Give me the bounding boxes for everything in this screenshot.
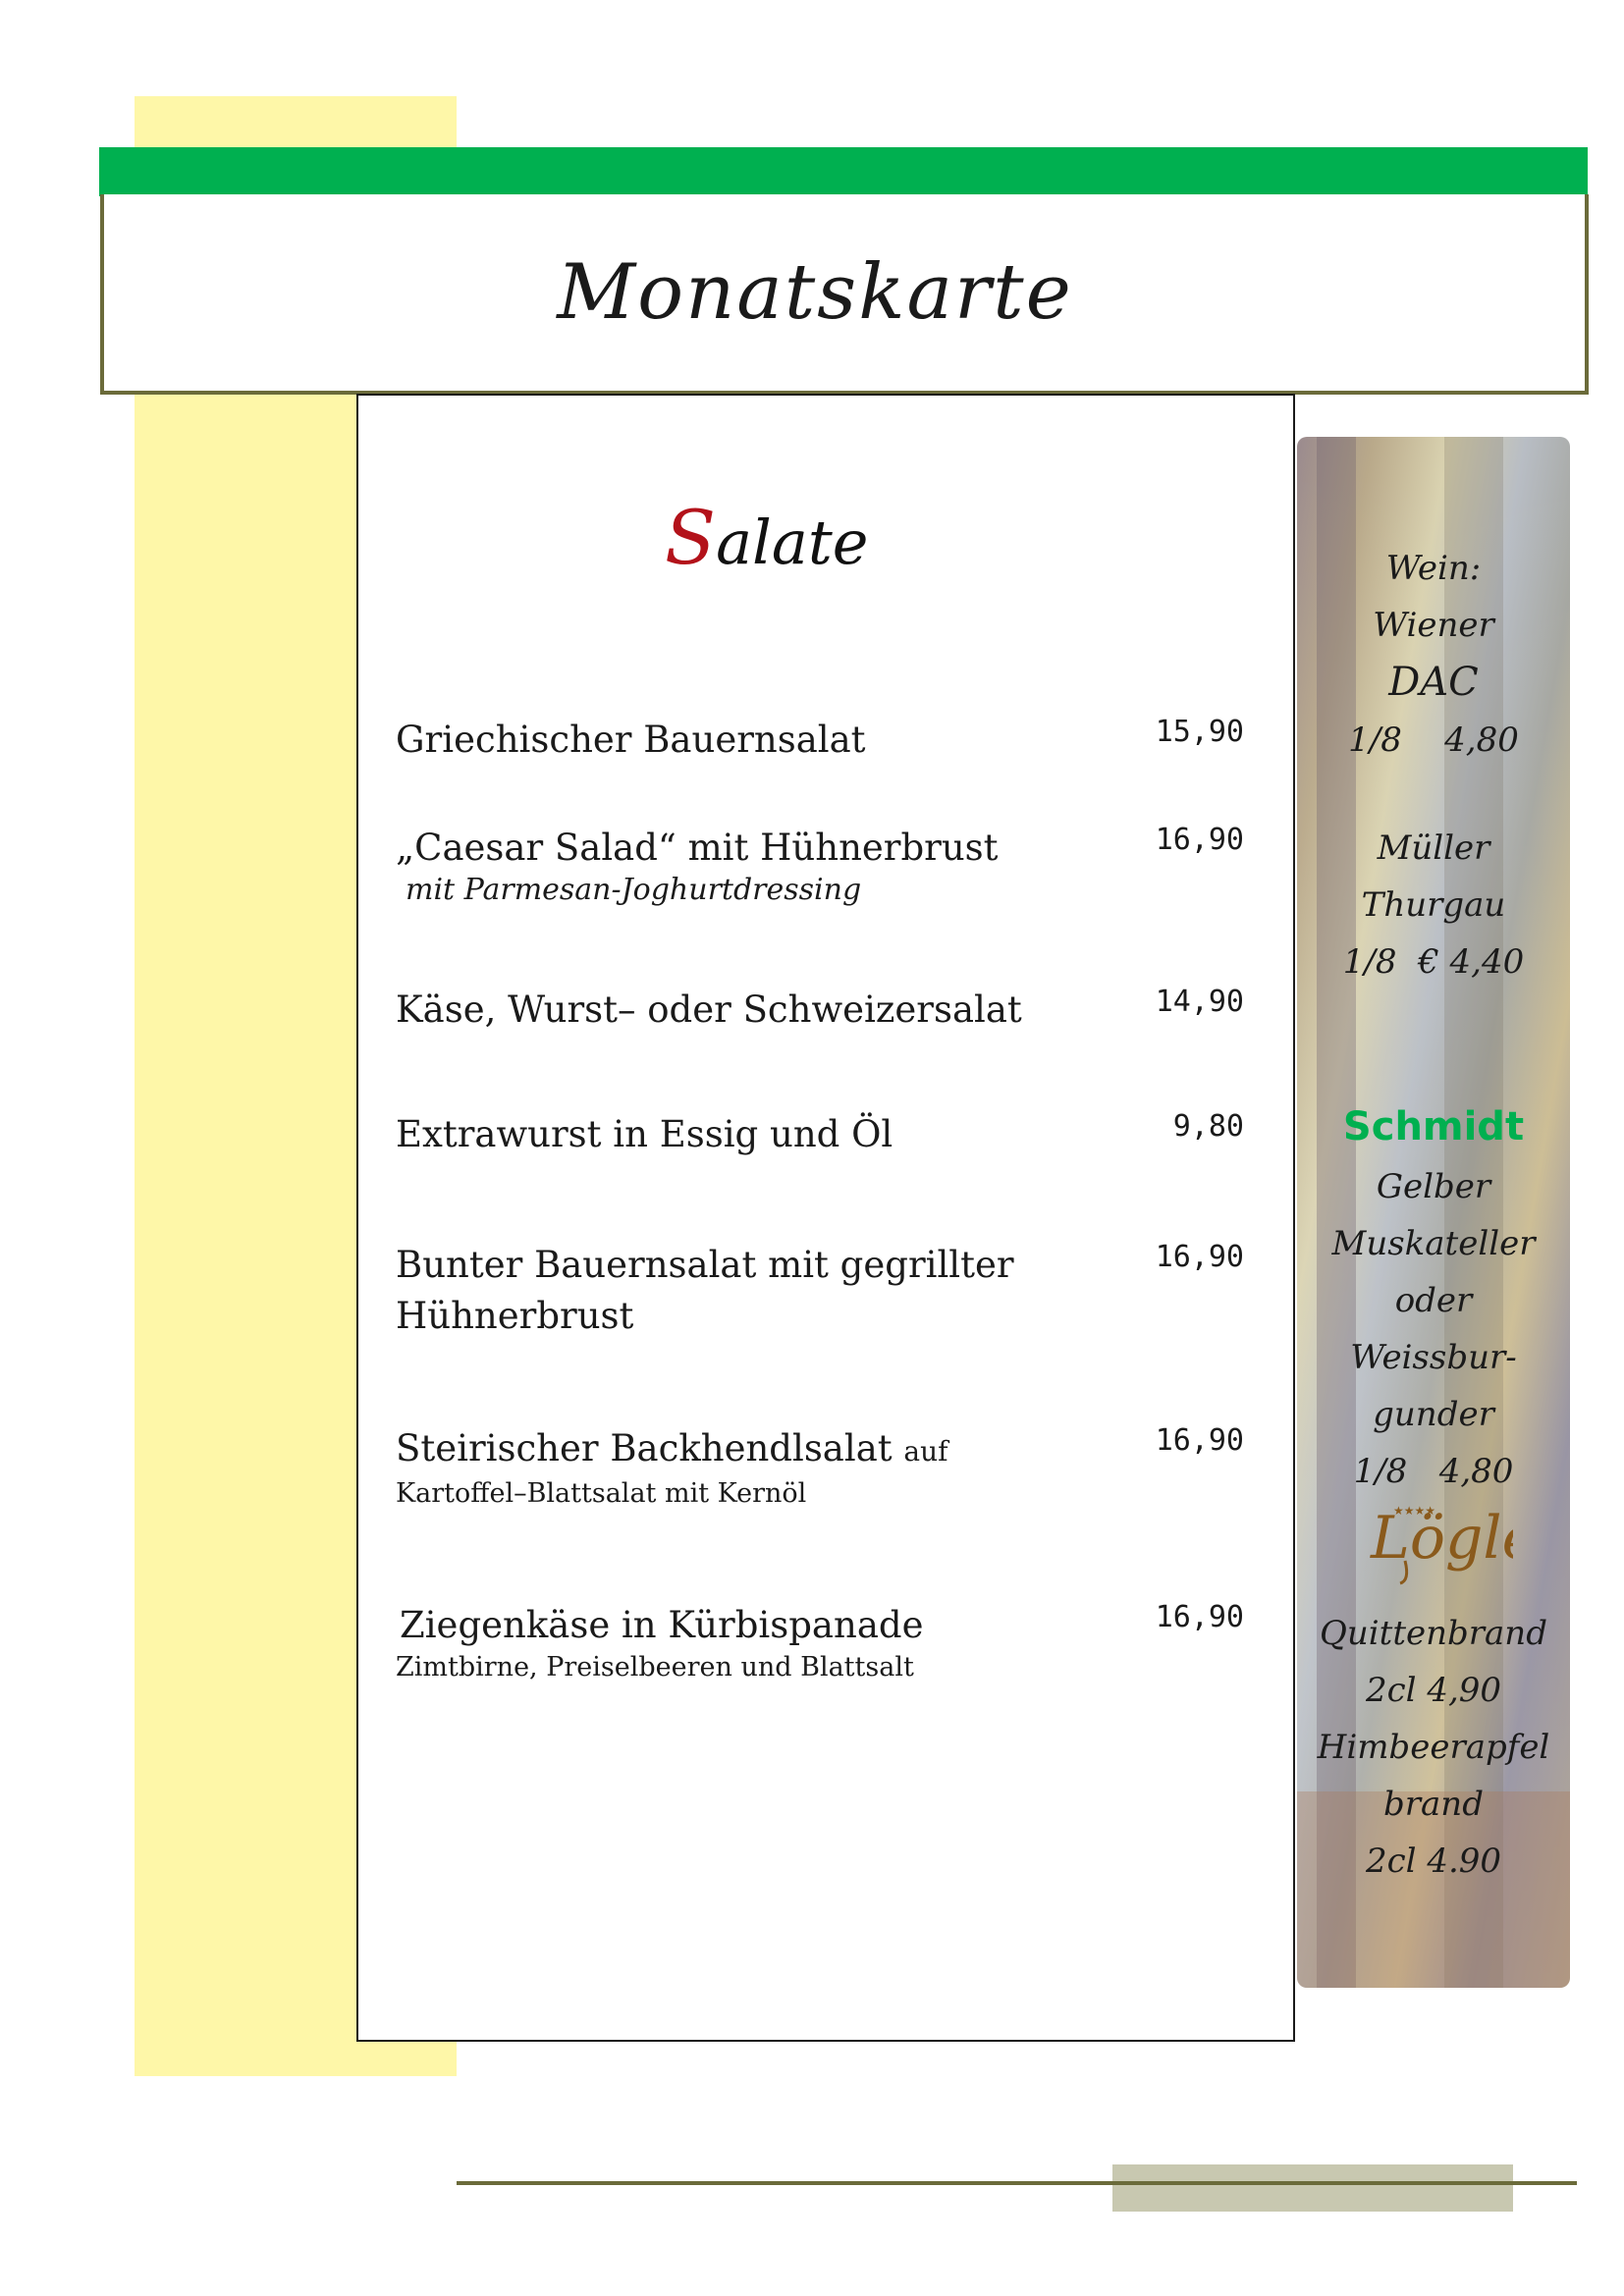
wine-price-line xyxy=(1297,1443,1570,1500)
wine-name: Müller xyxy=(1377,828,1490,868)
item-name-suffix: auf xyxy=(903,1435,948,1468)
section-title-rest: alate xyxy=(716,507,869,578)
item-price: 16,90 xyxy=(1155,823,1244,857)
item-price: 16,90 xyxy=(1155,1240,1244,1274)
header-green-bar xyxy=(99,147,1588,196)
spirit-name: Quittenbrand xyxy=(1320,1614,1547,1653)
item-description: Zimtbirne, Preiselbeeren und Blattsalt xyxy=(396,1652,914,1682)
drinks-sidebar xyxy=(1297,437,1570,1988)
item-price: 14,90 xyxy=(1155,985,1244,1019)
wine-label: Wein: xyxy=(1385,549,1482,588)
item-name xyxy=(396,1423,1142,1477)
item-name: „Caesar Salad“ mit Hühnerbrust xyxy=(396,827,999,869)
distillery-logo xyxy=(1366,1497,1513,1585)
wine-price: 4,80 xyxy=(1438,1452,1514,1491)
wine-price-line xyxy=(1297,712,1570,769)
item-description: mit Parmesan-Joghurtdressing xyxy=(406,873,862,907)
wine-name: Thurgau xyxy=(1361,885,1506,925)
spirit-name: brand xyxy=(1383,1785,1484,1824)
menu-item xyxy=(396,823,1260,907)
menu-item xyxy=(396,1109,1260,1160)
title-box xyxy=(100,194,1589,395)
item-price: 16,90 xyxy=(1155,1600,1244,1634)
menu-item xyxy=(396,715,1260,766)
wine-size: 1/8 xyxy=(1348,721,1402,760)
wine-price: 4,80 xyxy=(1444,721,1519,760)
wine-name: gunder xyxy=(1373,1395,1494,1434)
item-price: 15,90 xyxy=(1155,715,1244,749)
item-name: Griechischer Bauernsalat xyxy=(396,719,866,761)
wine-size: 1/8 xyxy=(1342,942,1397,982)
wine-name: Gelber xyxy=(1376,1167,1491,1206)
spirit-name: Himbeerapfel xyxy=(1317,1728,1550,1767)
item-price: 16,90 xyxy=(1155,1423,1244,1458)
item-name: Extrawurst in Essig und Öl xyxy=(396,1113,893,1155)
wine-price: € 4,40 xyxy=(1418,942,1525,982)
spirit-price: 2cl 4,90 xyxy=(1365,1671,1502,1710)
wine-name: Weissbur- xyxy=(1350,1338,1517,1377)
item-name: Ziegenkäse in Kürbispanade xyxy=(400,1604,924,1646)
wine-name: Wiener xyxy=(1373,606,1494,645)
winery-brand: Schmidt xyxy=(1342,1104,1525,1149)
section-title-initial: S xyxy=(665,494,717,581)
menu-item xyxy=(396,1240,1260,1342)
footer-rule xyxy=(457,2181,1577,2185)
item-name: Käse, Wurst– oder Schweizersalat xyxy=(396,988,1022,1031)
spirit-price: 2cl 4.90 xyxy=(1365,1842,1502,1881)
wine-name: Muskateller xyxy=(1331,1224,1536,1263)
page-title: Monatskarte xyxy=(557,248,1073,337)
svg-text:Lögler: Lögl xyxy=(1371,1504,1502,1573)
section-title xyxy=(665,494,868,581)
wine-price-line xyxy=(1297,934,1570,990)
menu-card xyxy=(356,394,1295,2042)
menu-item xyxy=(396,1600,1260,1684)
menu-item xyxy=(396,1423,1260,1511)
footer-decoration xyxy=(1112,2164,1513,2212)
wine-name: DAC xyxy=(1388,660,1479,705)
item-name-main: Steirischer Backhendlsalat xyxy=(396,1427,893,1469)
item-description: Kartoffel–Blattsalat mit Kernöl xyxy=(396,1478,807,1509)
item-name: Bunter Bauernsalat mit gegrillter Hühnerbrust xyxy=(396,1244,1014,1337)
svg-text:★★★★: ★★★★ xyxy=(1393,1504,1436,1518)
menu-item xyxy=(396,985,1260,1036)
item-price: 9,80 xyxy=(1172,1109,1244,1144)
wine-size: 1/8 xyxy=(1353,1452,1408,1491)
distillery-logo-image xyxy=(1366,1497,1513,1585)
wine-name: oder xyxy=(1394,1281,1473,1320)
